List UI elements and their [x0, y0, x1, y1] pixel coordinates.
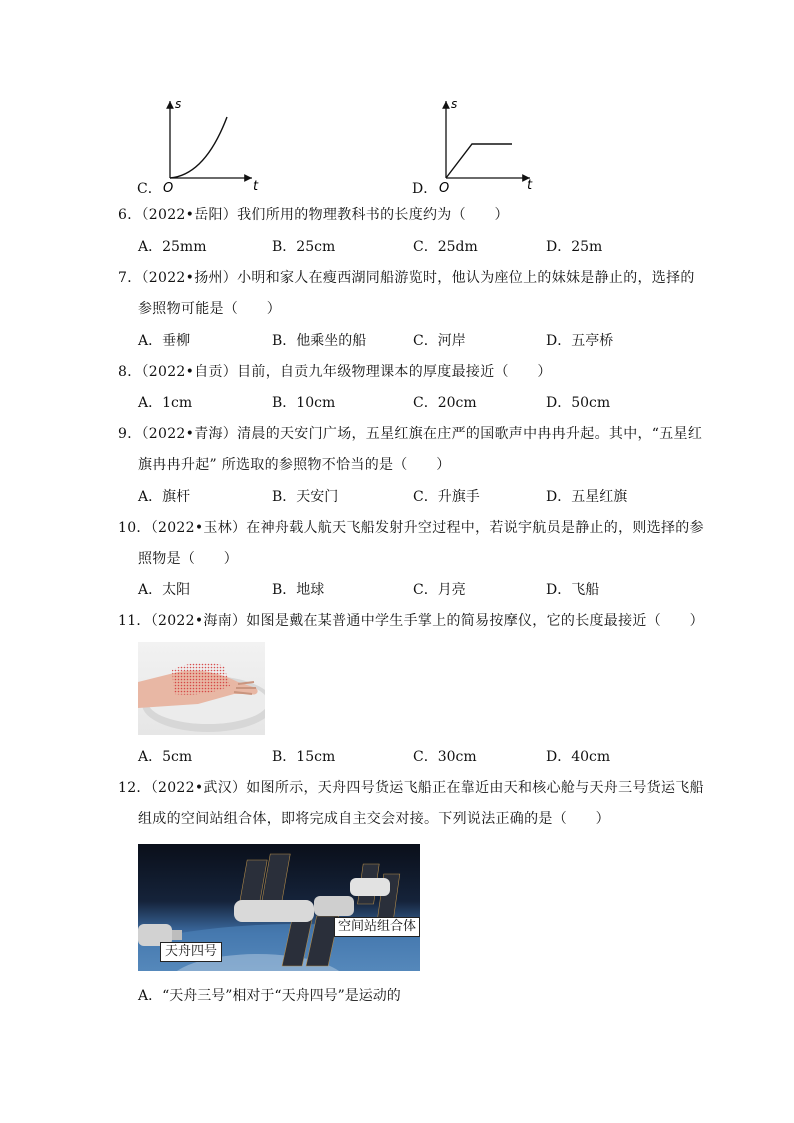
question-10-line2: 照物是（ ）: [138, 551, 239, 567]
question-6: 6．（2022•岳阳）我们所用的物理教科书的长度约为（ ）: [118, 207, 509, 223]
q7-option-a: A．垂柳: [138, 333, 191, 349]
label-tianzhou-4: 天舟四号: [160, 942, 222, 962]
question-7-line2: 参照物可能是（ ）: [138, 301, 281, 317]
q9-option-d: D．五星红旗: [546, 489, 628, 505]
x-axis-label: t: [527, 178, 533, 193]
q9-option-c: C．升旗手: [413, 489, 480, 505]
q7-option-d: D．五亭桥: [546, 333, 614, 349]
q10-option-c: C．月亮: [413, 582, 466, 598]
question-8: 8．（2022•自贡）目前，自贡九年级物理课本的厚度最接近（ ）: [118, 364, 552, 380]
question-9-line2: 旗冉冉升起” 所选取的参照物不恰当的是（ ）: [138, 457, 451, 473]
question-11: 11．（2022•海南）如图是戴在某普通中学生手掌上的简易按摩仪，它的长度最接近（ ）: [118, 613, 704, 629]
question-12-line2: 组成的空间站组合体，即将完成自主交会对接。下列说法正确的是（ ）: [138, 811, 610, 827]
space-station-photo: [138, 844, 420, 971]
q8-option-b: B．10cm: [272, 395, 336, 411]
y-axis-label: s: [175, 97, 182, 111]
q8-option-d: D．50cm: [546, 395, 611, 411]
graph-c-label: C．: [137, 181, 162, 197]
q9-option-a: A．旗杆: [138, 489, 191, 505]
y-axis-label: s: [451, 97, 458, 111]
q11-option-b: B．15cm: [272, 749, 336, 765]
massager-photo: [138, 642, 265, 735]
q8-option-c: C．20cm: [413, 395, 477, 411]
q6-option-d: D．25m: [546, 239, 603, 255]
label-space-station-combo: 空间站组合体: [334, 917, 420, 937]
q6-option-c: C．25dm: [413, 239, 478, 255]
question-7-line1: 7．（2022•扬州）小明和家人在瘦西湖同船游览时，他认为座位上的妹妹是静止的，选择的: [118, 270, 695, 286]
q11-option-d: D．40cm: [546, 749, 611, 765]
graph-d-label: D．: [412, 181, 438, 197]
q10-option-b: B．地球: [272, 582, 325, 598]
q7-option-c: C．河岸: [413, 333, 466, 349]
curve-accelerating: [170, 117, 227, 178]
q9-option-b: B．天安门: [272, 489, 339, 505]
q7-option-b: B．他乘坐的船: [272, 333, 367, 349]
question-10-line1: 10．（2022•玉林）在神舟载人航天飞船发射升空过程中，若说宇航员是静止的，则选择的参: [118, 520, 704, 536]
graph-d-svg: [426, 95, 541, 195]
q10-option-a: A．太阳: [138, 582, 191, 598]
q10-option-d: D．飞船: [546, 582, 600, 598]
q11-option-a: A．5cm: [138, 749, 193, 765]
question-9-line1: 9．（2022•青海）清晨的天安门广场，五星红旗在庄严的国歌声中冉冉升起。其中，“五星红: [118, 426, 703, 442]
q8-option-a: A．1cm: [138, 395, 193, 411]
origin-label: O: [163, 181, 174, 195]
massager-illustration: [138, 642, 265, 735]
question-12-line1: 12．（2022•武汉）如图所示，天舟四号货运飞船正在靠近由天和核心舱与天舟三号货运飞船: [118, 780, 704, 796]
q12-option-a: A．“天舟三号”相对于“天舟四号”是运动的: [138, 988, 401, 1004]
origin-label: O: [439, 181, 450, 195]
q11-option-c: C．30cm: [413, 749, 477, 765]
graph-c-svg: [150, 95, 265, 195]
q6-option-a: A．25mm: [138, 239, 207, 255]
x-axis-label: t: [253, 179, 259, 194]
q6-option-b: B．25cm: [272, 239, 336, 255]
line-rise-then-flat: [446, 144, 512, 178]
